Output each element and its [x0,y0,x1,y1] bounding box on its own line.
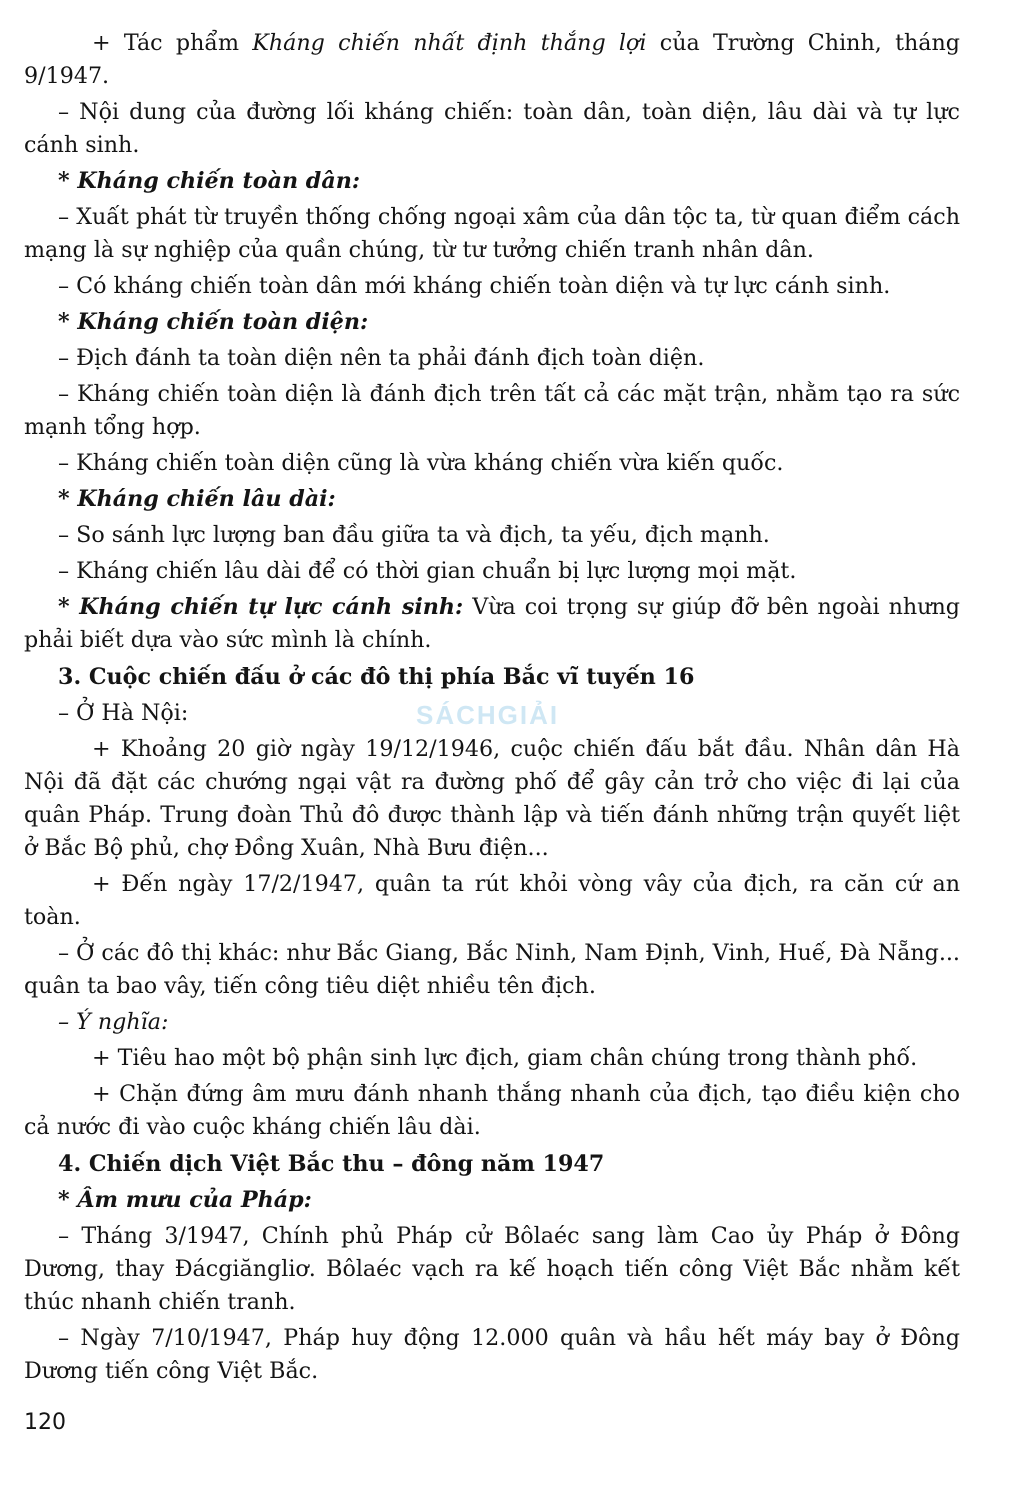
paragraph-lau-dai-2: – Kháng chiến lâu dài để có thời gian chuẩn bị lực lượng mọi mặt. [58,558,797,584]
heading-toan-dien: * Kháng chiến toàn diện: [58,309,369,335]
paragraph-lau-dai-1: – So sánh lực lượng ban đầu giữa ta và địch, ta yếu, địch mạnh. [58,522,770,548]
paragraph-y-nghia-2: + Chặn đứng âm mưu đánh nhanh thắng nhanh của địch, tạo điều kiện cho cả nước đi vào cuộc kháng chiến lâu dài. [24,1081,960,1140]
paragraph-tu-luc [24,591,960,657]
paragraph-y-nghia-1: + Tiêu hao một bộ phận sinh lực địch, giam chân chúng trong thành phố. [92,1045,918,1071]
paragraph-toan-dien-2: – Kháng chiến toàn diện là đánh địch trên tất cả các mặt trận, nhằm tạo ra sức mạnh tổng hợp. [24,381,960,440]
book-title: Kháng chiến nhất định thắng lợi [252,30,647,56]
heading-am-muu: * Âm mưu của Pháp: [58,1187,312,1213]
heading-tu-luc: * Kháng chiến tự lực cánh sinh: [58,594,464,620]
section-heading-3: 3. Cuộc chiến đấu ở các đô thị phía Bắc vĩ tuyến 16 [58,664,695,690]
paragraph-am-muu-1: – Tháng 3/1947, Chính phủ Pháp cử Bôlaéc sang làm Cao ủy Pháp ở Đông Dương, thay Đácgiăngliơ. Bôlaéc vạch ra kế hoạch tiến công Việt Bắc nhằm kết thúc nhanh chiến tranh. [24,1223,960,1315]
paragraph-ha-noi-2: + Đến ngày 17/2/1947, quân ta rút khỏi vòng vây của địch, ra căn cứ an toàn. [24,871,960,930]
page-content [24,24,960,1388]
watermark-logo: SÁCHGIẢI [416,700,560,730]
text-segment: Vừa coi trọng sự giúp đỡ bên ngoài nhưng phải biết dựa vào sức mình là chính. [24,594,960,653]
paragraph-y-nghia: – Ý nghĩa: [58,1009,169,1035]
text-segment: + Tác phẩm [92,30,253,56]
heading-lau-dai: * Kháng chiến lâu dài: [58,486,336,512]
heading-toan-dan: * Kháng chiến toàn dân: [58,168,361,194]
paragraph-resistance-content: – Nội dung của đường lối kháng chiến: toàn dân, toàn diện, lâu dài và tự lực cánh sinh. [24,99,960,158]
paragraph-ha-noi: – Ở Hà Nội: [58,700,189,726]
section-heading-4: 4. Chiến dịch Việt Bắc thu – đông năm 1947 [58,1151,605,1177]
paragraph-ha-noi-1: + Khoảng 20 giờ ngày 19/12/1946, cuộc chiến đấu bắt đầu. Nhân dân Hà Nội đã đặt các chướng ngại vật ra đường phố để gây cản trở cho việc đi lại của quân Pháp. Trung đoàn Thủ đô được thành lập và tiến đánh những trận quyết liệt ở Bắc Bộ phủ, chợ Đồng Xuân, Nhà Bưu điện... [24,736,960,861]
paragraph-toan-dien-3: – Kháng chiến toàn diện cũng là vừa kháng chiến vừa kiến quốc. [58,450,784,476]
paragraph-toan-dan-1: – Xuất phát từ truyền thống chống ngoại xâm của dân tộc ta, từ quan điểm cách mạng là sự nghiệp của quần chúng, từ tư tưởng chiến tranh nhân dân. [24,204,960,263]
paragraph-other-cities: – Ở các đô thị khác: như Bắc Giang, Bắc Ninh, Nam Định, Vinh, Huế, Đà Nẵng... quân ta bao vây, tiến công tiêu diệt nhiều tên địch. [24,940,960,999]
text-segment: của Trường Chinh, tháng 9/1947. [24,30,961,89]
page-number: 120 [24,1410,66,1435]
paragraph-am-muu-2: – Ngày 7/10/1947, Pháp huy động 12.000 quân và hầu hết máy bay ở Đông Dương tiến công Việt Bắc. [24,1325,960,1384]
paragraph-toan-dien-1: – Địch đánh ta toàn diện nên ta phải đánh địch toàn diện. [58,345,705,371]
paragraph-toan-dan-2: – Có kháng chiến toàn dân mới kháng chiến toàn diện và tự lực cánh sinh. [58,273,891,299]
paragraph-truong-chinh-work [24,27,960,93]
